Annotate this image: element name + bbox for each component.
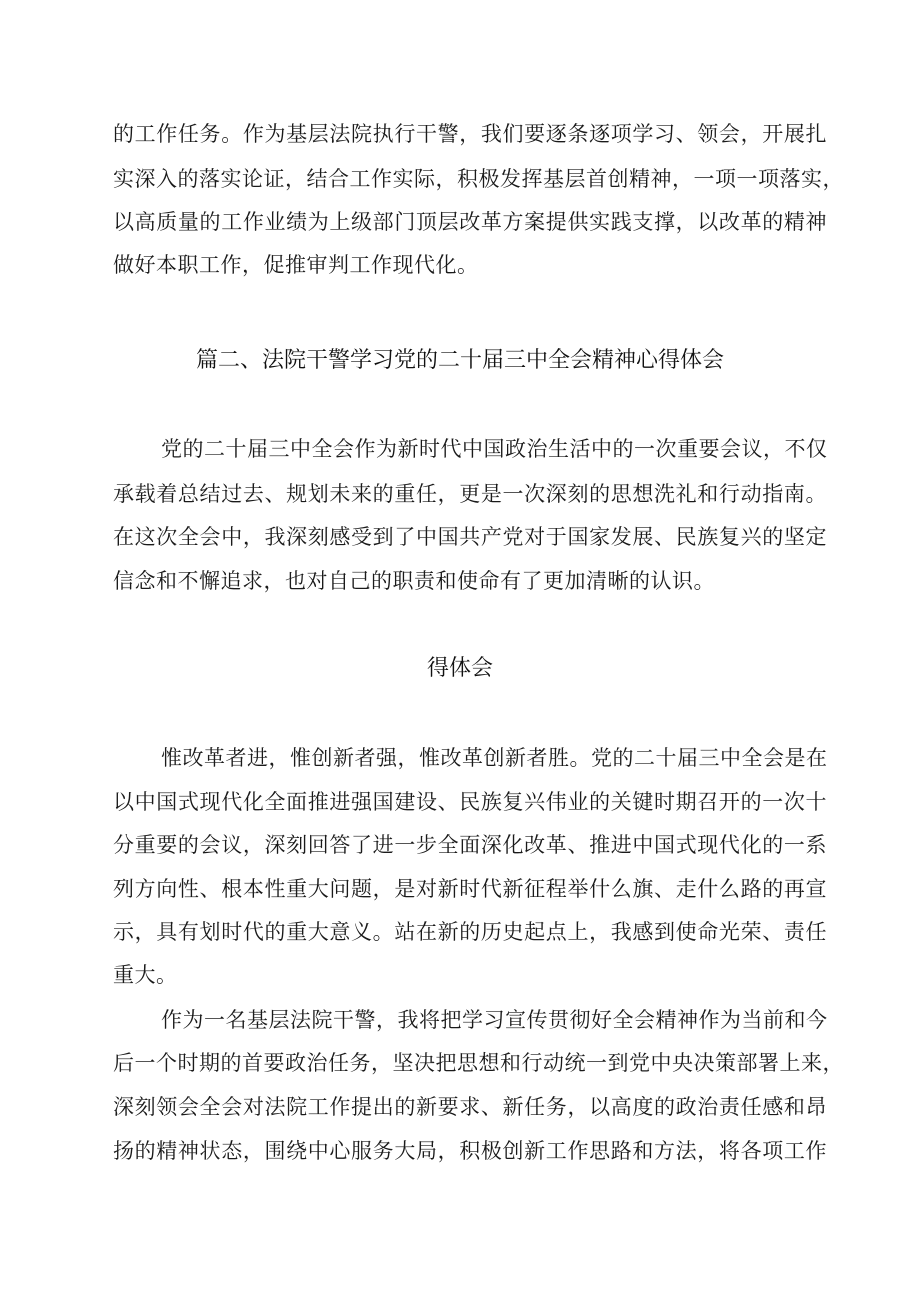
paragraph-line: 扬的精神状态，围绕中心服务大局，积极创新工作思路和方法，将各项工作 [113, 1139, 827, 1163]
paragraph-line: 后一个时期的首要政治任务，坚决把思想和行动统一到党中央决策部署上来， [113, 1051, 844, 1075]
paragraph-line: 惟改革者进，惟创新者强，惟改革创新者胜。党的二十届三中全会是在 [161, 746, 828, 770]
paragraph-line: 实深入的落实论证，结合工作实际，积极发挥基层首创精神，一项一项落实， [113, 167, 844, 191]
paragraph-line: 的工作任务。作为基层法院执行干警，我们要逐条逐项学习、领会，开展扎 [113, 122, 827, 146]
section-title: 得体会 [426, 656, 493, 681]
paragraph-line: 列方向性、根本性重大问题，是对新时代新征程举什么旗、走什么路的再宣 [113, 877, 827, 901]
paragraph-line: 在这次全会中，我深刻感受到了中国共产党对于国家发展、民族复兴的坚定 [113, 525, 827, 549]
paragraph-line: 承载着总结过去、规划未来的重任，更是一次深刻的思想洗礼和行动指南。 [113, 482, 827, 506]
paragraph-line: 重大。 [113, 963, 178, 987]
paragraph-line: 分重要的会议，深刻回答了进一步全面深化改革、推进中国式现代化的一系 [113, 833, 827, 857]
paragraph-line: 作为一名基层法院干警，我将把学习宣传贯彻好全会精神作为当前和今 [161, 1008, 828, 1032]
paragraph-line: 做好本职工作，促推审判工作现代化。 [113, 253, 479, 277]
paragraph-line: 示，具有划时代的重大意义。站在新的历史起点上，我感到使命光荣、责任 [113, 920, 827, 944]
paragraph-line: 党的二十届三中全会作为新时代中国政治生活中的一次重要会议，不仅 [161, 437, 828, 461]
section-title: 篇二、法院干警学习党的二十届三中全会精神心得体会 [195, 348, 724, 373]
paragraph-line: 深刻领会全会对法院工作提出的新要求、新任务，以高度的政治责任感和昂 [113, 1095, 827, 1119]
paragraph-line: 以高质量的工作业绩为上级部门顶层改革方案提供实践支撑，以改革的精神 [113, 210, 827, 234]
paragraph-line: 以中国式现代化全面推进强国建设、民族复兴伟业的关键时期召开的一次十 [113, 790, 827, 814]
paragraph-line: 信念和不懈追求，也对自己的职责和使命有了更加清晰的认识。 [113, 569, 715, 593]
